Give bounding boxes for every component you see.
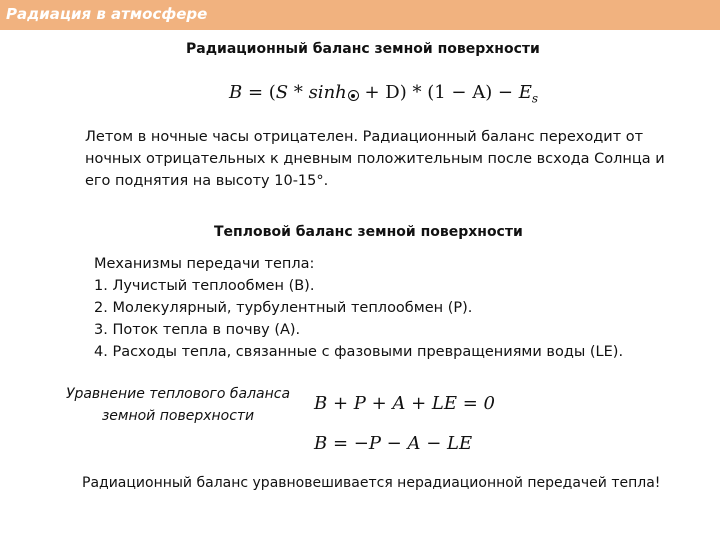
equation-label-line2: земной поверхности	[101, 408, 255, 424]
formula-middle: + D) * (1 − A) −	[358, 82, 519, 103]
radiation-balance-paragraph: Летом в ночные часы отрицателен. Радиационный баланс переходит от ночных отрицательных к дневным положительным после всхода Солнца и его поднятия на высоту 10-15°.	[85, 129, 665, 189]
formula-eq: = (	[247, 82, 276, 103]
heat-balance-heading: Тепловой баланс земной поверхности	[214, 224, 523, 240]
title-bar	[0, 0, 720, 30]
list-item: 4. Расходы тепла, связанные с фазовыми превращениями воды (LE).	[94, 344, 624, 360]
list-intro: Механизмы передачи тепла:	[94, 256, 315, 272]
heat-balance-equation-rearranged: B = −P − A − LE	[314, 433, 473, 454]
formula-es: E	[518, 82, 532, 103]
equation-label-line1: Уравнение теплового баланса	[65, 386, 291, 402]
heat-transfer-list	[94, 253, 623, 363]
equation-label	[58, 383, 298, 427]
formula-es-sub: s	[531, 91, 539, 106]
radiation-balance-formula	[229, 82, 538, 106]
conclusion-text: Радиационный баланс уравновешивается нерадиационной передачей тепла!	[82, 475, 661, 491]
slide-title: Радиация в атмосфере	[6, 5, 208, 23]
sun-symbol-icon	[348, 90, 359, 101]
heat-balance-equation: B + P + A + LE = 0	[314, 393, 495, 414]
list-item: 1. Лучистый теплообмен (В).	[94, 278, 315, 294]
formula-term1: S * sinh	[275, 82, 347, 103]
list-item: 2. Молекулярный, турбулентный теплообмен (Р).	[94, 300, 473, 316]
list-item: 3. Поток тепла в почву (А).	[94, 322, 301, 338]
radiation-balance-heading: Радиационный баланс земной поверхности	[186, 41, 540, 57]
formula-lhs: B	[229, 82, 243, 103]
